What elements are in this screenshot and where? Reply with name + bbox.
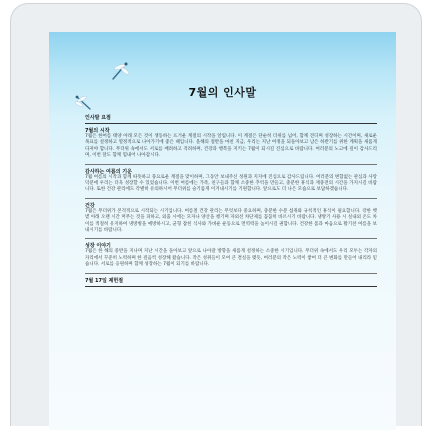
document-page — [49, 32, 396, 430]
section-july-start — [85, 128, 377, 165]
section-paragraph: 7월은 한여름 태양 아래 모든 것이 생동하는 뜨거운 계절의 시작을 알립니다. 이 계절은 단순히 더위를 넘어, 함께 견디며 성장하는 시간이며, 새로운 목표를 설정하고 열정적으로 나아가기에 좋은 때입니다. 올해의 절반을 마친 지금, 우리는 지난 여정을 되돌아보고 남은 하반기를 위한 계획을 새롭게 다져야 합니다. 무더위 속에서도 서로를 배려하고 격려하며, 건강과 행복을 지키는 7월이 되시길 진심으로 바랍니다. 여러분의 노고에 깊이 감사드리며, 이번 달도 함께 힘내어 나아갑시다. — [85, 134, 377, 159]
section-growth — [85, 243, 377, 273]
section-summary — [85, 115, 377, 124]
section-health — [85, 203, 377, 240]
section-rule — [85, 286, 377, 287]
section-title: 건강 — [85, 202, 95, 209]
section-rule — [85, 123, 377, 124]
section-constitution-day — [85, 278, 377, 287]
dragonfly-icon — [109, 60, 131, 82]
section-paragraph: 7월 여름의 시작과 함께 따뜻하고 풍요로운 계절을 맞이하며, 그동안 보내주신 성원과 지지에 진심으로 감사드립니다. 여러분의 변함없는 관심과 사랑 덕분에 우리는 더욱 성장할 수 있었습니다. 이번 여름에는 가족, 친구들과 함께 소중한 추억을 만들고, 충분한 휴식과 재충전의 시간을 가지시길 바랍니다. 또한 건강 관리에도 각별히 유의하시어 무더위를 슬기롭게 이겨내시기를 기원합니다. 앞으로도 더 나은 모습으로 보답하겠습니다. — [85, 174, 377, 193]
section-title: 감사하는 여름의 기운 — [85, 168, 132, 175]
section-title: 7월의 시작 — [85, 128, 110, 134]
section-divider — [85, 273, 377, 274]
section-title: 7월 17일 제헌절 — [85, 277, 124, 284]
document-body — [85, 115, 377, 289]
page-title: 7월의 인사말 — [188, 86, 257, 99]
section-gratitude — [85, 169, 377, 199]
section-divider — [85, 164, 377, 165]
section-paragraph: 7월은 한 해의 중반을 지나며 지난 시간을 돌아보고 앞으로 나아갈 방향을 새롭게 설정하는 소중한 시기입니다. 무더위 속에서도 우리 모두는 각자의 자리에서 꾸준히 노력하며 한 걸음씩 성장해 왔습니다. 작은 성취들이 모여 큰 결실을 맺듯, 여러분의 작은 노력이 쌓여 더 큰 변화를 만들어 내리라 믿습니다. 서로를 응원하며 함께 성장하는 7월이 되기를 바랍니다. — [85, 249, 377, 268]
tablet-frame — [10, 3, 422, 426]
section-title: 인사말 요점 — [85, 115, 111, 121]
section-divider — [85, 198, 377, 199]
section-title: 성장 이야기 — [85, 243, 111, 250]
section-paragraph: 7월은 무더위가 본격적으로 시작되는 시기입니다. 여름철 건강 관리는 무엇보다 중요하며, 충분한 수분 섭취와 규칙적인 휴식이 필요합니다. 강한 햇볕 아래 오랜 시간 머무는 것을 피하고, 외출 시에는 모자나 양산을 챙기며 자외선 차단제를 꼼꼼히 바르시기 바랍니다. 냉방기 사용 시 실내외 온도 차이를 적절히 유지하여 냉방병을 예방하시고, 균형 잡힌 식사와 가벼운 운동으로 면역력을 높이시길 권합니다. 건강한 몸과 마음으로 활기찬 여름을 보내시기를 바랍니다. — [85, 208, 377, 234]
section-divider — [85, 238, 377, 239]
